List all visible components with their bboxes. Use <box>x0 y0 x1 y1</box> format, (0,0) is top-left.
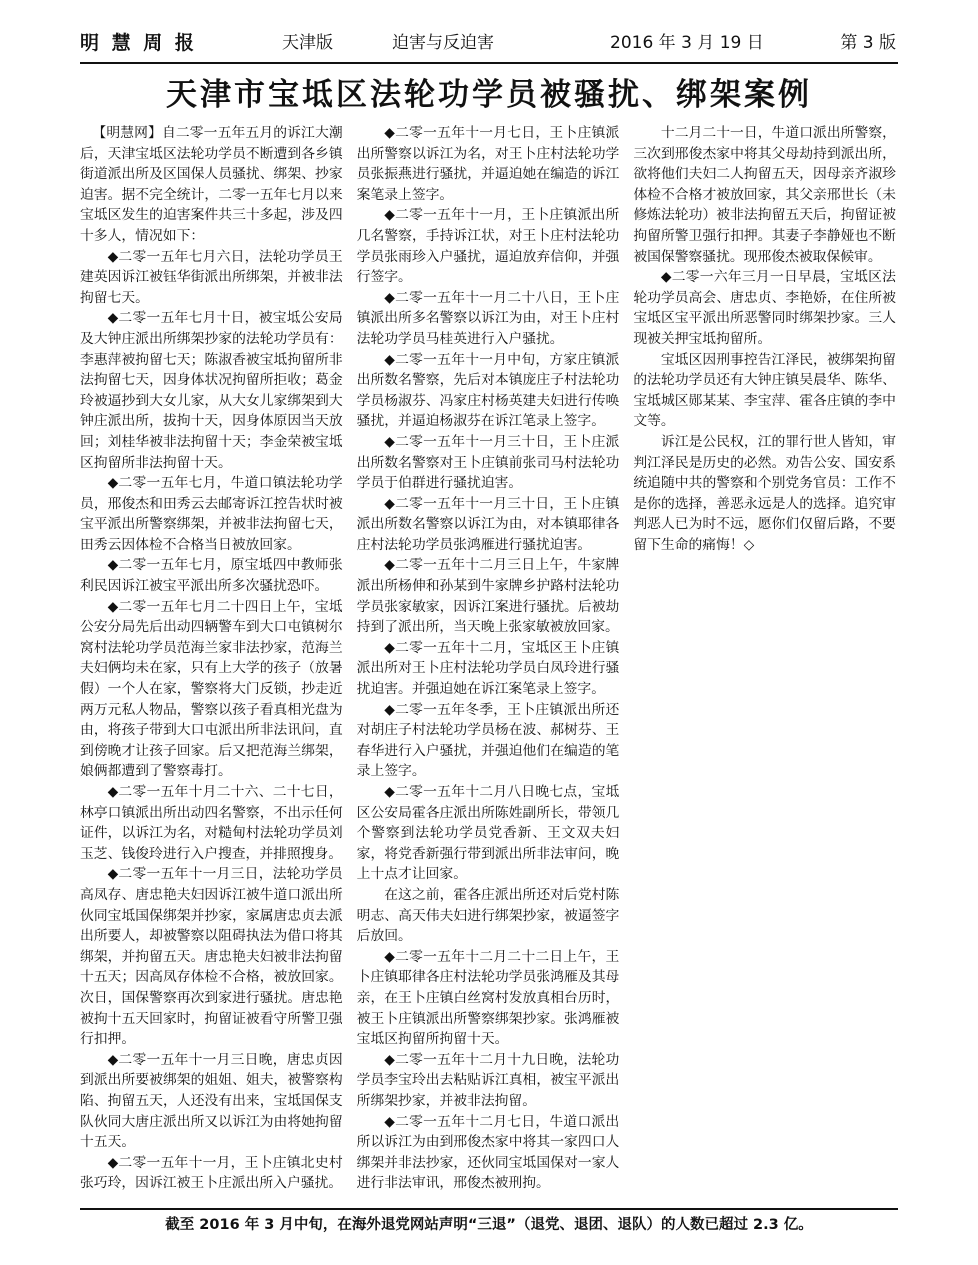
article-paragraph: 【明慧网】自二零一五年五月的诉江大潮后，天津宝坻区法轮功学员不断遭到各乡镇街道派出所及区国保人员骚扰、绑架、抄家迫害。据不完全统计，二零一五年七月以来宝坻区发生的迫害案件共三十多起，涉及四十多人，情况如下： <box>80 125 343 244</box>
masthead <box>80 22 896 60</box>
issue-date: 2016 年 3 月 19 日 <box>610 33 764 53</box>
article-paragraph: ◆二零一五年十一月三日晚，唐忠贞因到派出所要被绑架的姐姐、姐夫，被警察构陷、拘留五天，人还没有出来，宝坻国保支队伙同大唐庄派出所又以诉江为由将她拘留十五天。 <box>80 1051 343 1151</box>
article-paragraph: ◆二零一五年十二月，宝坻区王卜庄镇派出所对王卜庄村法轮功学员白凤玲进行骚扰迫害。并强迫她在诉江案笔录上签字。 <box>356 639 620 698</box>
article-paragraph: ◆二零一五年十一月中旬，方家庄镇派出所数名警察，先后对本镇庞庄子村法轮功学员杨淑芬、冯家庄村杨英建夫妇进行传唤骚扰，并逼迫杨淑芬在诉江笔录上签字。 <box>356 351 620 430</box>
article-paragraph: ◆二零一五年十二月八日晚七点，宝坻区公安局霍各庄派出所陈姓副所长，带领几个警察到法轮功学员党香新、王文双夫妇家，将党香新强行带到派出所非法审问，晚上十点才让回家。 <box>356 784 620 883</box>
article-paragraph: 在这之前，霍各庄派出所还对后党村陈明志、高天伟夫妇进行绑架抄家，被逼签字后放回。 <box>356 886 620 945</box>
article-paragraph: ◆二零一五年十一月三十日，王卜庄镇派出所数名警察以诉江为由，对本镇耶律各庄村法轮功学员张鸿雁进行骚扰迫害。 <box>356 495 620 553</box>
article-paragraph: ◆二零一五年十一月，王卜庄镇北史村张巧玲，因诉江被王卜庄派出所入户骚扰。 <box>80 1154 343 1192</box>
article-paragraph: ◆二零一五年十一月，王卜庄镇派出所几名警察，手持诉江状，对王卜庄村法轮功学员张雨珍入户骚扰，逼迫放弃信仰，并强行签字。 <box>356 207 620 286</box>
article-paragraph: ◆二零一五年七月十日，被宝坻公安局及大钟庄派出所绑架抄家的法轮功学员有：李惠萍被拘留七天；陈淑香被宝坻拘留所非法拘留七天，因身体状况拘留所拒收；葛金玲被逼抄到大女儿家，从大女儿家绑架到大钟庄派出所，拔拘十天，因身体原因当天放回；刘桂华被非法拘留十天；李金荣被宝坻区拘留所非法拘留十天。 <box>80 310 343 471</box>
article-paragraph: ◆二零一五年十一月七日，王卜庄镇派出所警察以诉江为名，对王卜庄村法轮功学员张振燕进行骚扰，并逼迫她在编造的诉江案笔录上签字。 <box>356 125 620 203</box>
article-paragraph: 诉江是公民权，江的罪行世人皆知，审判江泽民是历史的必然。劝告公安、国安系统追随中共的警察和个别党务官员：工作不是你的选择，善恶永远是人的选择。追究审判恶人已为时不远，愿你们仅留后路，不要留下生命的痛悔！◇ <box>633 433 896 553</box>
article-paragraph: ◆二零一五年七月二十四日上午，宝坻公安分局先后出动四辆警车到大口屯镇树尔窝村法轮功学员范海兰家非法抄家，范海兰夫妇俩均未在家，只有上大学的孩子（放暑假）一个人在家，警察将大门反锁，抄走近两万元私人物品，警察以孩子看真相光盘为由，将孩子带到大口屯派出所非法讯问，直到傍晚才让孩子回家。后又把范海兰绑架，娘俩都遭到了警察毒打。 <box>80 598 343 780</box>
article-paragraph: ◆二零一五年七月六日，法轮功学员王建英因诉江被钰华街派出所绑架，并被非法拘留七天。 <box>80 248 343 306</box>
article-paragraph: ◆二零一五年七月，牛道口镇法轮功学员，邢俊杰和田秀云去邮寄诉江控告状时被宝平派出所警察绑架，并被非法拘留七天，田秀云因体检不合格当日被放回家。 <box>80 475 343 553</box>
article-paragraph: ◆二零一五年十二月三日上午，牛家牌派出所杨伸和孙某到牛家牌乡护路村法轮功学员张家敏家，因诉江案进行骚扰。后被劫持到了派出所，当天晚上张家敏被放回家。 <box>356 557 620 636</box>
section-label: 迫害与反迫害 <box>392 33 494 53</box>
article-paragraph: ◆二零一五年十二月十九日晚，法轮功学员李宝玲出去粘贴诉江真相，被宝平派出所绑架抄家，并被非法拘留。 <box>356 1051 620 1109</box>
edition-label: 天津版 <box>282 33 333 53</box>
header-divider <box>80 62 898 64</box>
article-paragraph: ◆二零一五年七月，原宝坻四中教师张利民因诉江被宝平派出所多次骚扰恐吓。 <box>80 557 343 595</box>
article-paragraph: 十二月二十一日，牛道口派出所警察，三次到邢俊杰家中将其父母劫持到派出所，欲将他们夫妇二人拘留五天，因母亲齐淑珍体检不合格才被放回家，其父亲邢世长（未修炼法轮功）被非法拘留五天后，拘留证被拘留所警卫强行扣押。其妻子李静娅也不断被国保警察骚扰。现邢俊杰被取保候审。 <box>633 125 896 265</box>
newspaper-name: 明 慧 周 报 <box>80 32 197 54</box>
article-paragraph: ◆二零一五年十二月七日，牛道口派出所以诉江为由到邢俊杰家中将其一家四口人绑架并非法抄家，还伙同宝坻国保对一家人进行非法审讯，邢俊杰被刑拘。 <box>356 1113 620 1192</box>
article-paragraph: ◆二零一五年十一月三日，法轮功学员高凤存、唐忠艳夫妇因诉江被牛道口派出所伙同宝坻国保绑架并抄家，家属唐忠贞去派出所要人，却被警察以阻碍执法为借口将其绑架，并拘留五天。唐忠艳夫妇被非法拘留十五天；因高凤存体检不合格，被放回家。次日，国保警察再次到家进行骚扰。唐忠艳被拘十五天回家时，拘留证被看守所警卫强行扣押。 <box>80 866 343 1048</box>
article-paragraph: ◆二零一五年十一月二十八日，王卜庄镇派出所多名警察以诉江为由，对王卜庄村法轮功学员马桂英进行入户骚扰。 <box>356 289 620 347</box>
footer-notice: 截至 2016 年 3 月中旬，在海外退党网站声明“三退”（退党、退团、退队）的人数已超过 2.3 亿。 <box>165 1217 813 1233</box>
article-paragraph: ◆二零一六年三月一日早晨，宝坻区法轮功学员高会、唐忠贞、李艳娇，在住所被宝坻区宝平派出所恶警同时绑架抄家。三人现被关押宝坻拘留所。 <box>633 269 896 347</box>
page-number: 第 3 版 <box>840 33 896 53</box>
article-paragraph: ◆二零一五年十月二十六、二十七日，林亭口镇派出所出动四名警察，不出示任何证件，以诉江为名，对糙甸村法轮功学员刘玉芝、钱俊玲进行入户搜查，并排照搜身。 <box>80 784 343 862</box>
article-paragraph: 宝坻区因刑事控告江泽民，被绑架拘留的法轮功学员还有大钟庄镇吴晨华、陈华、宝坻城区郧某某、李宝萍、霍各庄镇的李中文等。 <box>633 351 896 430</box>
article-paragraph: ◆二零一五年十一月三十日，王卜庄派出所数名警察对王卜庄镇前张司马村法轮功学员于伯群进行骚扰迫害。 <box>356 433 620 492</box>
article-body <box>80 123 896 1203</box>
article-paragraph: ◆二零一五年冬季，王卜庄镇派出所还对胡庄子村法轮功学员杨在波、郝树芬、王春华进行入户骚扰，并强迫他们在编造的笔录上签字。 <box>356 701 620 780</box>
article-title: 天津市宝坻区法轮功学员被骚扰、绑架案例 <box>166 77 812 113</box>
footer-divider <box>80 1208 898 1210</box>
article-paragraph: ◆二零一五年十二月二十二日上午，王卜庄镇耶律各庄村法轮功学员张鸿雁及其母亲，在王卜庄镇白丝窝村发放真相台历时，被王卜庄镇派出所警察绑架抄家。张鸿雁被宝坻区拘留所拘留十天。 <box>356 948 620 1048</box>
